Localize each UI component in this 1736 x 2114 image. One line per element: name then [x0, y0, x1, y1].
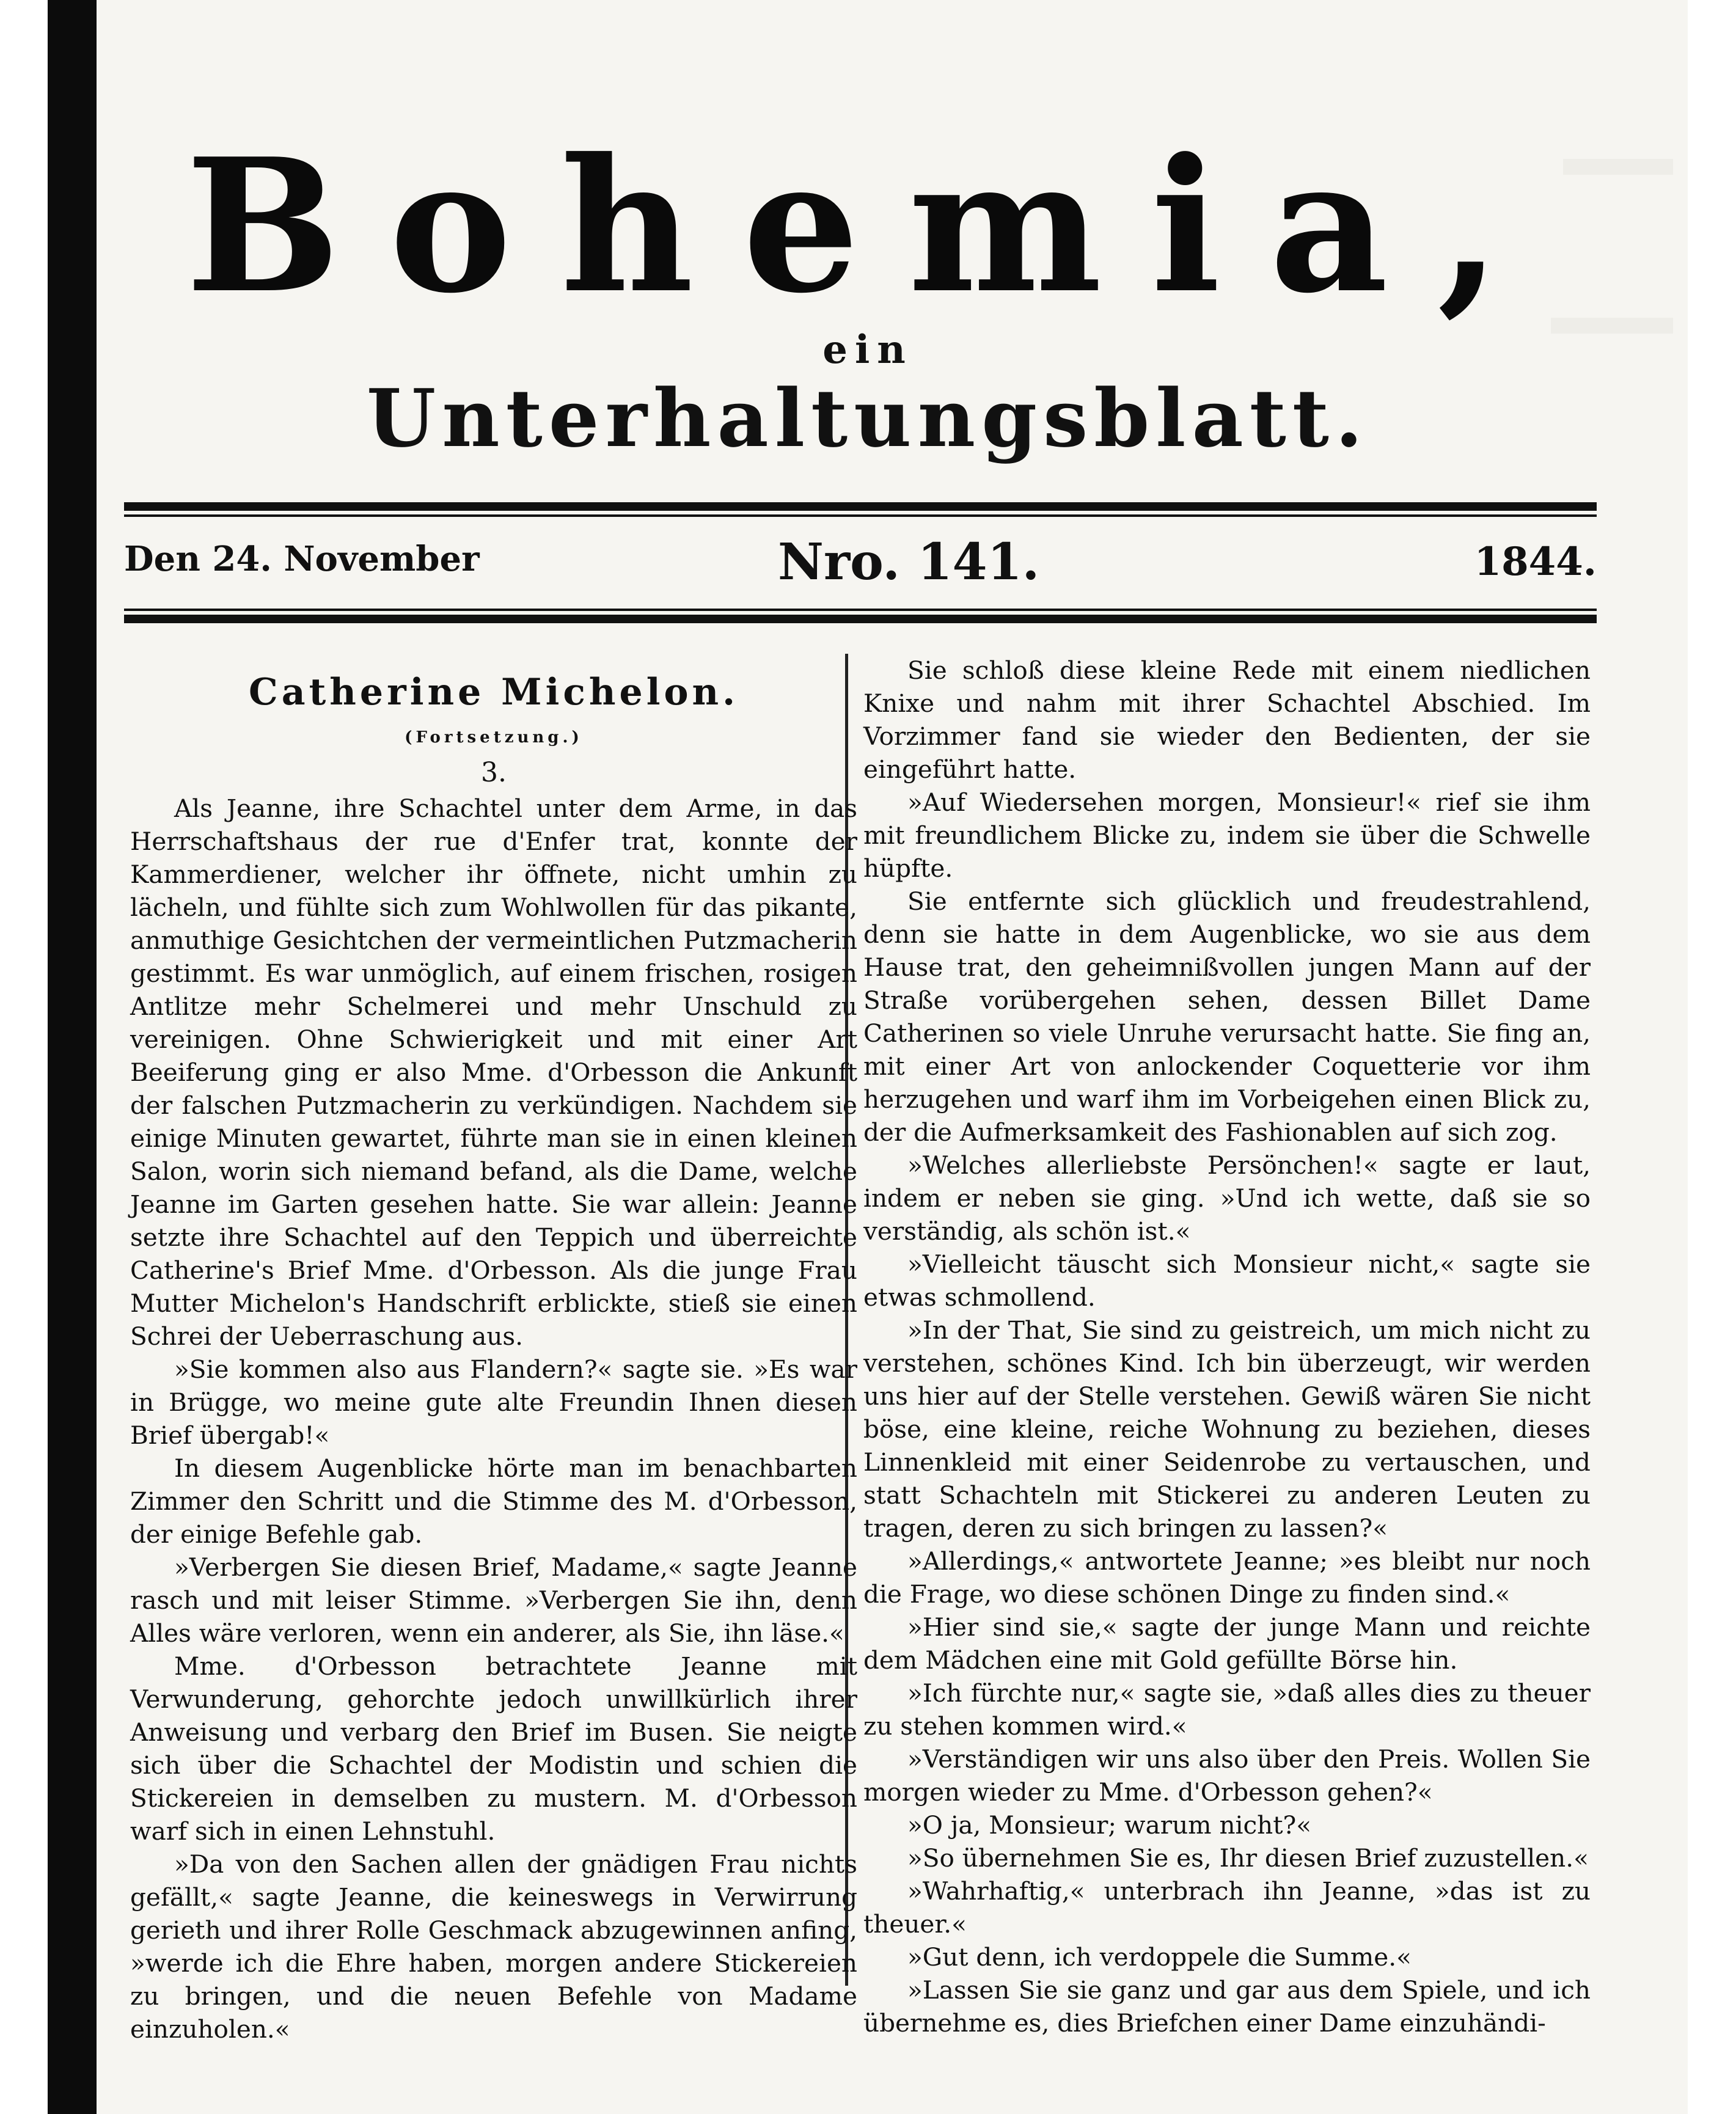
paragraph: »Gut denn, ich verdoppele die Summe.«: [907, 1942, 1412, 1972]
issue-number: Nro. 141.: [778, 533, 1040, 591]
paragraph: Mme. d'Orbesson betrachtete Jeanne mit Verwunderung, gehorchte jedoch unwillkürlich ihrer Anweisung und verbarg den Brief im Busen. Sie neigte sich über die Schachtel der Modistin und schien die Stickereien in demselben zu mustern. M. d'Orbesson warf sich in einen Lehnstuhl.: [130, 1651, 857, 1846]
paragraph: »Sie kommen also aus Flandern?« sagte sie. »Es war in Brügge, wo meine gute alte Freundin Ihnen diesen Brief übergab!«: [130, 1355, 857, 1450]
paragraph: »Verbergen Sie diesen Brief, Madame,« sagte Jeanne rasch und mit leiser Stimme. »Verbergen Sie ihn, denn Alles wäre verloren, wenn ein anderer, als Sie, ihn läse.«: [130, 1553, 857, 1648]
paragraph: Sie entfernte sich glücklich und freudestrahlend, denn sie hatte in dem Augenblicke, wo sie aus dem Hause trat, den geheimnißvollen jungen Mann auf der Straße vorübergehen sehen, dessen Billet Dame Catherinen so viele Unruhe verursacht hatte. Sie fing an, mit einer Art von anlockender Coquetterie vor ihm herzugehen und warf ihm im Vorbeigehen einen Blick zu, der die Aufmerksamkeit des Fashionablen auf sich zog.: [863, 887, 1591, 1147]
masthead-ein: ein: [822, 327, 913, 373]
rule-top-thin: [124, 514, 1597, 517]
chapter-number: 3.: [481, 757, 507, 788]
paragraph: »O ja, Monsieur; warum nicht?«: [907, 1810, 1312, 1840]
paragraph: »Da von den Sachen allen der gnädigen Frau nichts gefällt,« sagte Jeanne, die keineswegs in Verwirrung gerieth und ihrer Rolle Geschmack abzugewinnen anfing, »werde ich die Ehre haben, morgen andere Stickereien zu bringen, und die neuen Befehle von Madame einzuholen.«: [130, 1849, 857, 2044]
paragraph: »Welches allerliebste Persönchen!« sagte er laut, indem er neben sie ging. »Und ich wette, daß sie so verständig, als schön ist.«: [863, 1150, 1591, 1246]
paragraph: »Auf Wiedersehen morgen, Monsieur!« rief sie ihm mit freundlichem Blicke zu, indem sie über die Schwelle hüpfte.: [863, 788, 1591, 883]
paragraph: »In der That, Sie sind zu geistreich, um mich nicht zu verstehen, schönes Kind. Ich bin überzeugt, wir werden uns hier auf der Stelle verstehen. Gewiß wären Sie nicht böse, eine kleine, reiche Wohnung zu beziehen, dieses Linnenkleid mit einer Seidenrobe zu vertauschen, und statt Schachteln mit Stickerei zu anderen Leuten zu tragen, deren zu sich bringen zu lassen?«: [863, 1315, 1591, 1543]
paragraph: »Vielleicht täuscht sich Monsieur nicht,« sagte sie etwas schmollend.: [863, 1249, 1591, 1312]
paragraph: »Verständigen wir uns also über den Preis. Wollen Sie morgen wieder zu Mme. d'Orbesson gehen?«: [863, 1744, 1591, 1807]
paragraph: Sie schloß diese kleine Rede mit einem niedlichen Knixe und nahm mit ihrer Schachtel Abschied. Im Vorzimmer fand sie wieder den Bedienten, der sie eingeführt hatte.: [863, 656, 1591, 784]
dateline: [124, 533, 1597, 591]
continuation-note: (Fortsetzung.): [405, 728, 583, 747]
paragraph: »Ich fürchte nur,« sagte sie, »daß alles dies zu theuer zu stehen kommen wird.«: [863, 1678, 1591, 1741]
rule-bottom: [124, 615, 1597, 623]
paragraph: In diesem Augenblicke hörte man im benachbarten Zimmer den Schritt und die Stimme des M. d'Orbesson, der einige Befehle gab.: [130, 1454, 857, 1549]
masthead-subtitle: Unterhaltungsblatt.: [366, 371, 1369, 465]
rule-top: [124, 502, 1597, 511]
issue-year: 1844.: [1474, 539, 1597, 585]
issue-date: Den 24. November: [124, 539, 480, 579]
paragraph: »Hier sind sie,« sagte der junge Mann und reichte dem Mädchen eine mit Gold gefüllte Börse hin.: [863, 1612, 1591, 1675]
article-title: Catherine Michelon.: [248, 671, 739, 714]
paragraph: Als Jeanne, ihre Schachtel unter dem Arme, in das Herrschaftshaus der rue d'Enfer trat, konnte der Kammerdiener, welcher ihr öffnete, nicht umhin zu lächeln, und fühlte sich zum Wohlwollen für das pikante, anmuthige Gesichtchen der vermeintlichen Putzmacherin gestimmt. Es war unmöglich, auf einem frischen, rosigen Antlitze mehr Schelmerei und mehr Unschuld zu vereinigen. Ohne Schwierigkeit und mit einer Art Beeiferung ging er also Mme. d'Orbesson die Ankunft der falschen Putzmacherin zu verkündigen. Nachdem sie einige Minuten gewartet, führte man sie in einen kleinen Salon, worin sich niemand befand, als die Dame, welche Jeanne im Garten gesehen hatte. Sie war allein: Jeanne setzte ihre Schachtel auf den Teppich und überreichte Catherine's Brief Mme. d'Orbesson. Als die junge Frau Mutter Michelon's Handschrift erblickte, stieß sie einen Schrei der Ueberraschung aus.: [130, 794, 857, 1351]
left-column: [130, 654, 857, 2046]
paragraph: »Allerdings,« antwortete Jeanne; »es bleibt nur noch die Frage, wo diese schönen Dinge zu finden sind.«: [863, 1546, 1591, 1609]
masthead-title: Bohemia,: [185, 118, 1550, 334]
paragraph: »Wahrhaftig,« unterbrach ihn Jeanne, »das ist zu theuer.«: [863, 1876, 1591, 1939]
newspaper-page: [48, 0, 1688, 2114]
rule-bottom-thin: [124, 609, 1597, 611]
paragraph: »Lassen Sie sie ganz und gar aus dem Spiele, und ich übernehme es, dies Briefchen einer Dame einzuhändi-: [863, 1975, 1591, 2038]
paragraph: »So übernehmen Sie es, Ihr diesen Brief zuzustellen.«: [907, 1843, 1589, 1873]
right-column: [863, 654, 1591, 2039]
